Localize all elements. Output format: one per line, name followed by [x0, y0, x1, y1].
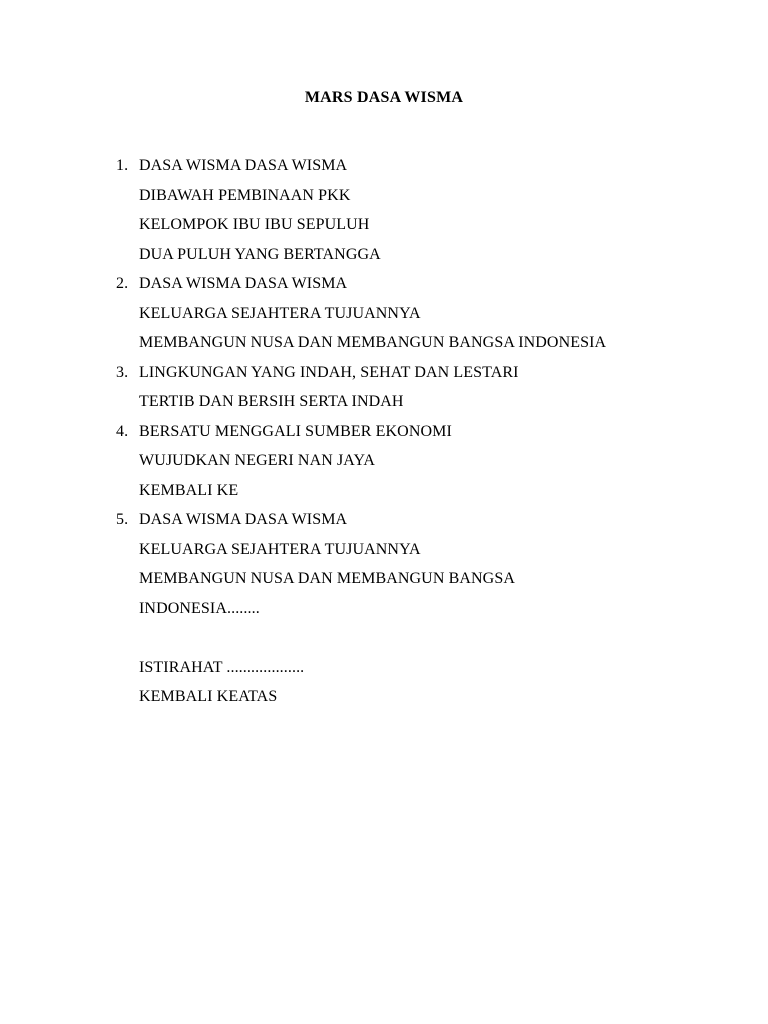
- verse-number: 2.: [116, 275, 129, 292]
- page-title: MARS DASA WISMA: [304, 89, 464, 106]
- lyric-line: MEMBANGUN NUSA DAN MEMBANGUN BANGSA INDONESIA: [139, 334, 607, 351]
- verse-1-line-2: [0, 185, 768, 215]
- closing-line-1: [0, 657, 768, 687]
- lyric-line: KELUARGA SEJAHTERA TUJUANNYA: [139, 304, 421, 322]
- lyric-line: BERSATU MENGGALI SUMBER EKONOMI: [139, 422, 452, 440]
- lyric-line: MEMBANGUN NUSA DAN MEMBANGUN BANGSA: [139, 570, 515, 587]
- verse-2-line-1: [0, 273, 768, 303]
- verse-5-line-3: [0, 568, 768, 598]
- verse-5-line-1: [0, 509, 768, 539]
- verse-3-line-1: [0, 362, 768, 392]
- lyric-line: DIBAWAH PEMBINAAN PKK: [139, 186, 351, 204]
- lyric-line: DUA PULUH YANG BERTANGGA: [139, 245, 381, 263]
- verse-1-line-1: [0, 155, 768, 185]
- verse-4-line-3: [0, 480, 768, 510]
- closing-line-2: [0, 686, 768, 716]
- spacer: [0, 627, 768, 657]
- verse-5-line-2: [0, 539, 768, 569]
- lyric-line: KELUARGA SEJAHTERA TUJUANNYA: [139, 540, 421, 558]
- lyric-line: LINGKUNGAN YANG INDAH, SEHAT DAN LESTARI: [139, 363, 519, 381]
- verse-2-line-2: [0, 303, 768, 333]
- verse-1-line-4: [0, 244, 768, 274]
- lyrics-list: [0, 155, 768, 716]
- lyric-line: TERTIB DAN BERSIH SERTA INDAH: [139, 393, 404, 410]
- verse-2-line-3: [0, 332, 768, 362]
- closing-text: KEMBALI KEATAS: [139, 688, 278, 705]
- lyric-line: KEMBALI KE: [139, 481, 239, 499]
- lyric-line: DASA WISMA DASA WISMA: [139, 157, 348, 174]
- verse-number: 4.: [116, 422, 129, 440]
- verse-1-line-3: [0, 214, 768, 244]
- verse-number: 1.: [116, 157, 129, 174]
- verse-5-line-4: [0, 598, 768, 628]
- verse-4-line-1: [0, 421, 768, 451]
- lyric-line: DASA WISMA DASA WISMA: [139, 511, 348, 528]
- lyric-line: INDONESIA........: [139, 599, 260, 617]
- verse-number: 5.: [116, 511, 129, 528]
- lyric-line: WUJUDKAN NEGERI NAN JAYA: [139, 452, 376, 469]
- lyric-line: KELOMPOK IBU IBU SEPULUH: [139, 216, 370, 233]
- lyric-line: DASA WISMA DASA WISMA: [139, 275, 348, 292]
- verse-number: 3.: [116, 363, 129, 381]
- verse-4-line-2: [0, 450, 768, 480]
- verse-3-line-2: [0, 391, 768, 421]
- closing-text: ISTIRAHAT ...................: [139, 658, 305, 676]
